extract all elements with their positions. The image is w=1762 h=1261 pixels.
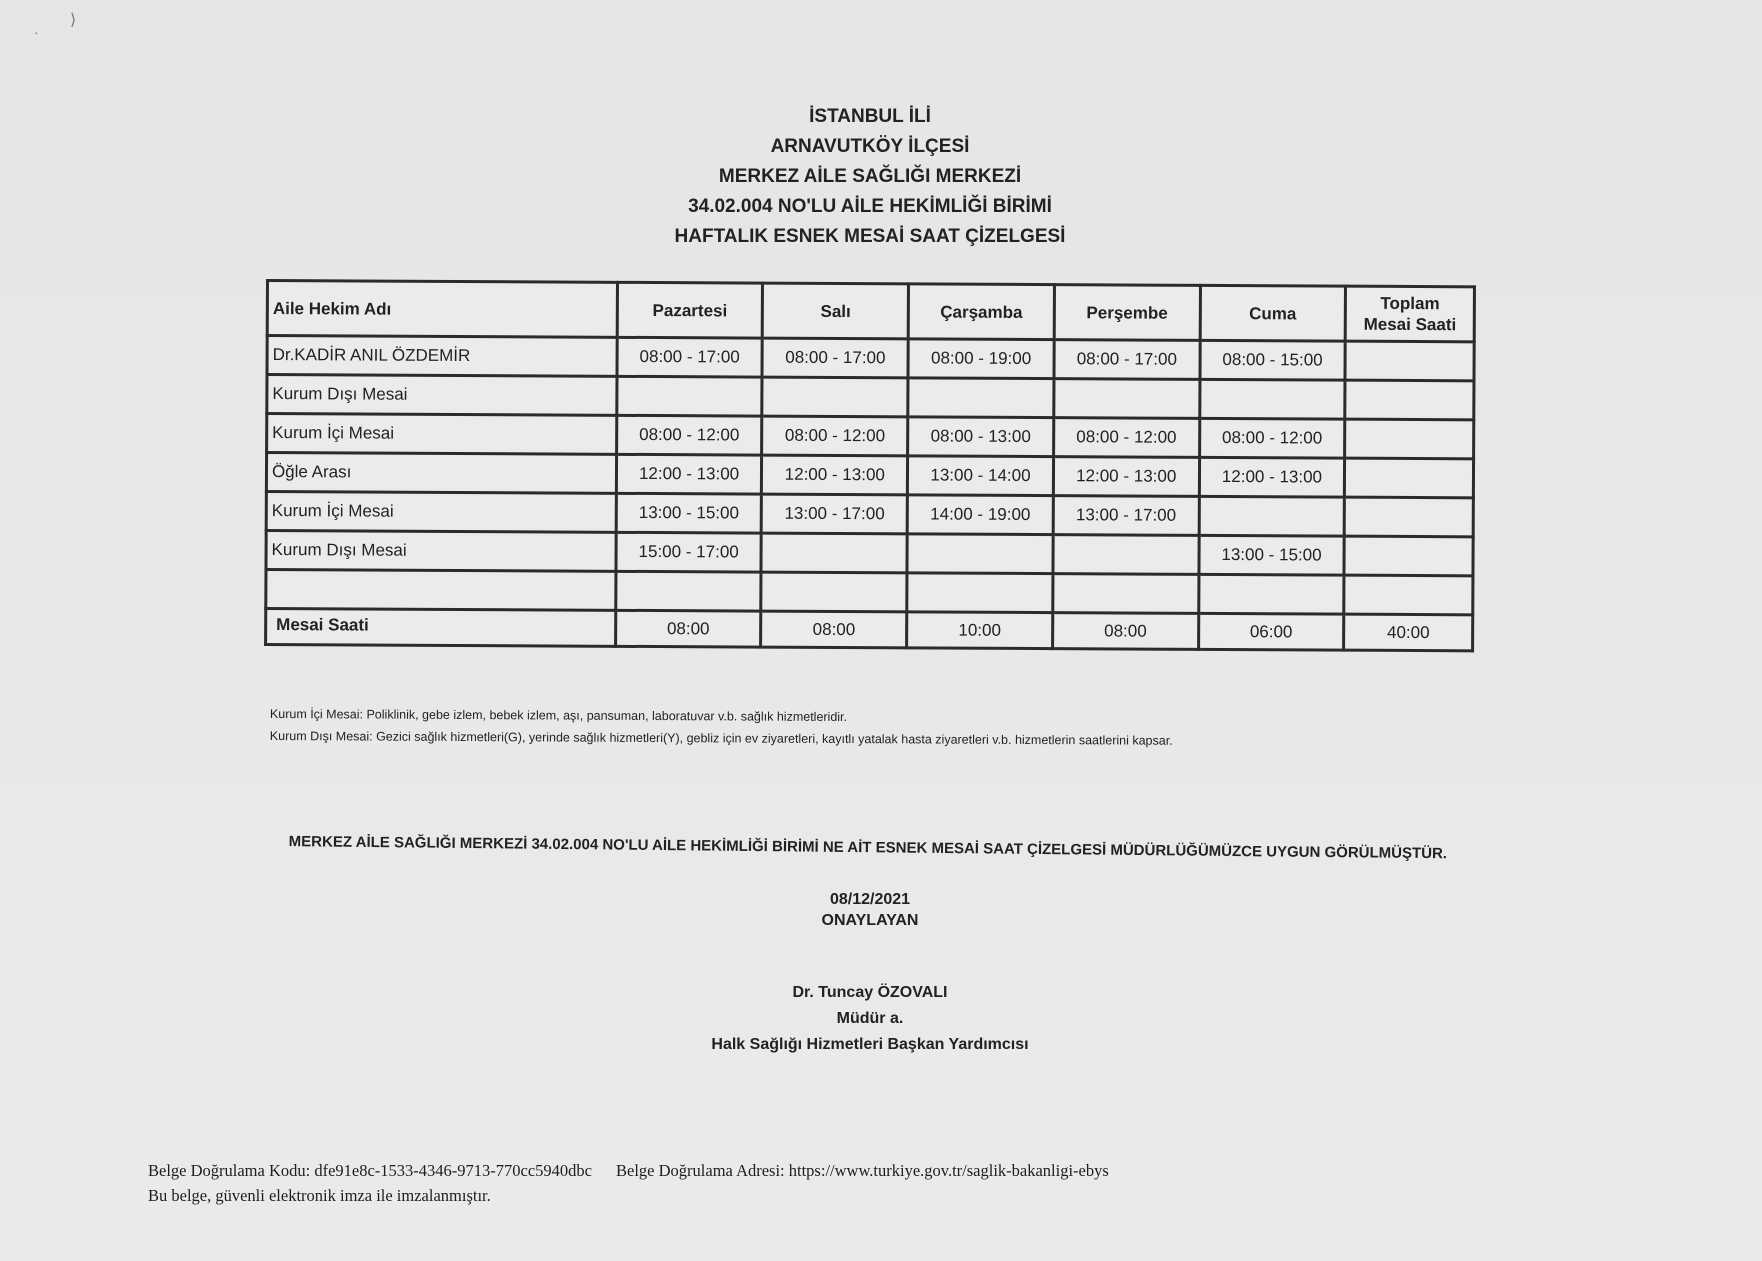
summary-cell: 08:00: [761, 611, 907, 648]
table-cell: [1345, 458, 1474, 498]
schedule-table: [264, 279, 1476, 652]
header-day-friday: Cuma: [1200, 285, 1346, 341]
table-cell: [1344, 536, 1473, 576]
table-cell: [1345, 419, 1474, 459]
table-cell: 13:00 - 14:00: [908, 456, 1054, 496]
header-total-line2: Mesai Saati: [1363, 314, 1457, 335]
document-header: [0, 102, 1740, 252]
summary-total-cell: 40:00: [1344, 614, 1473, 651]
approver-label: ONAYLAYAN: [821, 912, 919, 929]
table-cell: 08:00 - 17:00: [1054, 340, 1200, 380]
approval-statement: MERKEZ AİLE SAĞLIĞI MERKEZİ 34.02.004 NO'LU AİLE HEKİMLİĞİ BİRİMİ NE AİT ESNEK MESAİ SAAT ÇİZELGESİ MÜDÜRLÜĞÜMÜZCE UYGUN GÖRÜLMÜŞTÜR.: [288, 833, 1448, 863]
esign-note: Bu belge, güvenli elektronik imza ile imzalanmıştır.: [148, 1186, 491, 1205]
note-external-hours: Kurum Dışı Mesai: Gezici sağlık hizmetleri(G), yerinde sağlık hizmetleri(Y), gebliz için ev ziyaretleri, kayıtlı yatalak hasta ziyaretleri v.b. hizmetlerin saatlerini kapsar.: [269, 728, 1173, 748]
table-cell: [1054, 379, 1200, 419]
approval-date: 08/12/2021: [829, 891, 911, 908]
table-cell: 08:00 - 12:00: [1199, 418, 1345, 458]
verification-address: Belge Doğrulama Adresi: https://www.turkiye.gov.tr/saglik-bakanligi-ebys: [616, 1161, 1109, 1180]
table-cell: 15:00 - 17:00: [616, 532, 762, 572]
table-cell: 08:00 - 17:00: [762, 338, 908, 378]
table-row: [266, 570, 1473, 615]
document-footer: [148, 1158, 1109, 1208]
table-cell: 08:00 - 17:00: [617, 337, 763, 377]
table-cell: 08:00 - 19:00: [908, 339, 1054, 379]
scan-speck: ·: [34, 24, 39, 40]
table-cell: 08:00 - 12:00: [616, 415, 762, 455]
table-cell: [762, 377, 908, 417]
header-day-monday: Pazartesi: [617, 282, 763, 338]
table-row: [266, 531, 1473, 576]
table-cell: [1053, 535, 1199, 575]
signer-block: [0, 980, 1740, 1058]
table-row: [267, 414, 1474, 459]
footer-verification-line: [148, 1158, 1109, 1183]
header-health-center: MERKEZ AİLE SAĞLIĞI MERKEZİ: [718, 166, 1022, 187]
table-cell: [761, 533, 907, 573]
table-cell: 13:00 - 15:00: [1199, 535, 1345, 575]
table-cell: [907, 573, 1053, 613]
table-cell: 14:00 - 19:00: [907, 495, 1053, 535]
table-cell: 12:00 - 13:00: [1199, 457, 1345, 497]
table-header-row: [267, 281, 1474, 342]
table-cell: 08:00 - 12:00: [1053, 418, 1199, 458]
table-cell: [1345, 380, 1474, 420]
scan-mark: ⟩: [70, 12, 77, 29]
table-notes: [270, 703, 1173, 752]
row-label: Kurum Dışı Mesai: [266, 531, 616, 572]
table-cell: [1199, 379, 1345, 419]
summary-row: [266, 609, 1473, 651]
table-cell: [616, 571, 762, 611]
header-day-thursday: Perşembe: [1054, 285, 1200, 341]
signer-title: Müdür a.: [836, 1010, 904, 1027]
table-cell: [761, 572, 907, 612]
row-label: Kurum Dışı Mesai: [267, 375, 617, 416]
table-row: [266, 492, 1473, 537]
header-unit: 34.02.004 NO'LU AİLE HEKİMLİĞİ BİRİMİ: [688, 196, 1052, 217]
table-cell: [1344, 497, 1473, 537]
table-row: [266, 453, 1473, 498]
table-cell: 13:00 - 17:00: [1053, 496, 1199, 536]
header-name-column: Aile Hekim Adı: [267, 281, 617, 338]
note-internal-hours: Kurum İçi Mesai: Poliklinik, gebe izlem, bebek izlem, aşı, pansuman, laboratuvar v.b. sağlık hizmetleridir.: [269, 706, 848, 725]
table-cell: 12:00 - 13:00: [1053, 457, 1199, 497]
approval-date-block: [0, 889, 1740, 931]
table-cell: [1198, 574, 1344, 614]
table-cell: 13:00 - 17:00: [762, 494, 908, 534]
table-cell: 08:00 - 15:00: [1200, 340, 1346, 380]
table-row: [267, 375, 1474, 420]
signer-name: Dr. Tuncay ÖZOVALI: [792, 984, 948, 1001]
table-cell: 08:00 - 12:00: [762, 416, 908, 456]
summary-cell: 10:00: [907, 612, 1053, 649]
table-cell: [907, 534, 1053, 574]
table-cell: [1345, 341, 1474, 381]
header-total-hours: [1346, 286, 1475, 342]
header-total-line1: Toplam: [1380, 293, 1440, 314]
header-day-tuesday: Salı: [763, 283, 909, 339]
table-cell: 13:00 - 15:00: [616, 493, 762, 533]
table-row: [267, 336, 1474, 381]
table-cell: 12:00 - 13:00: [616, 454, 762, 494]
row-label: Kurum İçi Mesai: [266, 492, 616, 533]
table-cell: [1053, 574, 1199, 614]
summary-label: Mesai Saati: [266, 609, 616, 647]
table-cell: [617, 376, 763, 416]
row-label: Kurum İçi Mesai: [267, 414, 617, 455]
summary-cell: 08:00: [1052, 613, 1198, 650]
row-label: [266, 570, 616, 611]
summary-cell: 06:00: [1198, 613, 1344, 650]
summary-cell: 08:00: [615, 610, 761, 647]
verification-code: Belge Doğrulama Kodu: dfe91e8c-1533-4346-9713-770cc5940dbc: [148, 1161, 593, 1180]
table-cell: 08:00 - 13:00: [908, 417, 1054, 457]
row-label: Öğle Arası: [266, 453, 616, 494]
header-schedule-title: HAFTALIK ESNEK MESAİ SAAT ÇİZELGESİ: [674, 226, 1066, 247]
row-label: Dr.KADİR ANIL ÖZDEMİR: [267, 336, 617, 377]
table-cell: [908, 378, 1054, 418]
table-cell: 12:00 - 13:00: [762, 455, 908, 495]
header-district: ARNAVUTKÖY İLÇESİ: [770, 136, 970, 157]
header-day-wednesday: Çarşamba: [908, 284, 1054, 340]
signer-position: Halk Sağlığı Hizmetleri Başkan Yardımcısı: [711, 1036, 1029, 1053]
header-province: İSTANBUL İLİ: [809, 106, 931, 127]
table-cell: [1344, 575, 1473, 615]
table-cell: [1199, 496, 1345, 536]
